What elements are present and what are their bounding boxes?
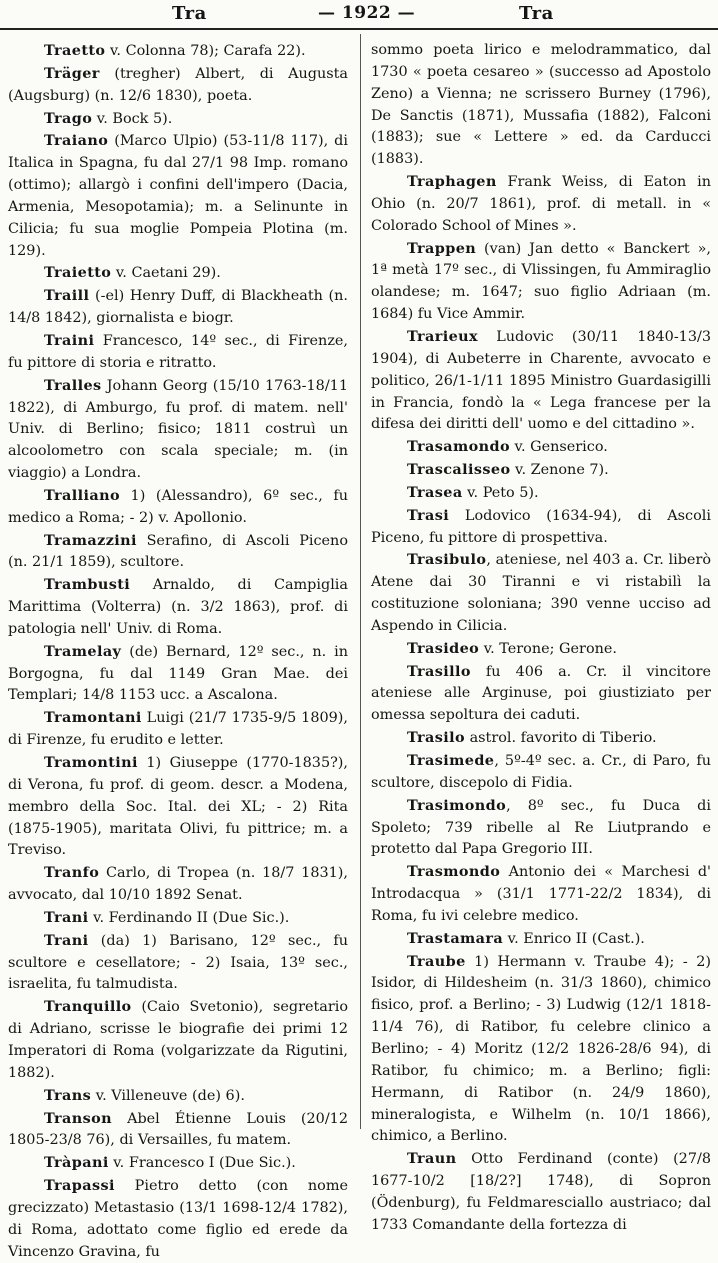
entry-text: v. Genserico. xyxy=(509,439,608,456)
entry-headword: Trasea xyxy=(407,483,463,501)
entry-text: Otto Ferdinand (conte) (27/8 1677-10/2 [18/2?] 1748), di Sopron (Ödenburg), fu Feldmaresciallo austriaco; dal 1733 Comandante della fortezza di xyxy=(371,1151,711,1233)
entry-text: , 8º sec., fu Duca di Spoleto; 739 ribelle al Re Liutprando e protetto dal Papa Gregorio III. xyxy=(371,797,711,858)
dictionary-entry xyxy=(8,130,348,262)
dictionary-entry xyxy=(371,861,711,928)
left-column xyxy=(8,40,348,1263)
dictionary-entry xyxy=(8,375,348,485)
entry-headword: Trambusti xyxy=(44,576,131,594)
entry-text: fu 406 a. Cr. il vincitore ateniese alle Arginuse, poi giustiziato per omessa sepoltura dei caduti. xyxy=(371,663,711,724)
dictionary-entry xyxy=(8,485,348,530)
dictionary-entry xyxy=(371,750,711,795)
entry-headword: Trasibulo xyxy=(407,551,487,569)
dictionary-entry xyxy=(8,108,348,131)
entry-text: v. Ferdinando II (Due Sic.). xyxy=(88,909,290,926)
dictionary-entry xyxy=(371,727,711,750)
dictionary-entry xyxy=(371,549,711,637)
entry-headword: Tràpani xyxy=(44,1154,109,1172)
right-column xyxy=(371,40,711,1237)
dictionary-entry xyxy=(8,63,348,108)
entry-headword: Transon xyxy=(44,1109,112,1127)
entry-headword: Traill xyxy=(44,287,90,305)
entry-text: v. Zenone 7). xyxy=(510,462,609,479)
dictionary-entry xyxy=(8,641,348,708)
entry-headword: Trasimondo xyxy=(407,796,507,814)
entry-headword: Trappen xyxy=(407,239,477,257)
entry-text: , ateniese, nel 403 a. Cr. liberò Atene dai 30 Tiranni e vi ristabilì la costituzione soloniana; 390 venne ucciso ad Aspendo in Cilicia. xyxy=(371,552,711,634)
dictionary-entry xyxy=(8,262,348,285)
entry-text: Lodovico (1634-94), di Ascoli Piceno, fu pittore di prospettiva. xyxy=(371,507,711,546)
entry-text: Luigi (21/7 1735-9/5 1809), di Firenze, fu erudito e letter. xyxy=(8,710,348,749)
dictionary-entry xyxy=(371,951,711,1149)
entry-text: , 5º-4º sec. a. Cr., di Paro, fu scultore, discepolo di Fidia. xyxy=(371,753,711,791)
entry-text: Pietro detto (con nome grecizzato) Metastasio (13/1 1698-12/4 1782), di Roma, adottato come figlio ed erede da Vincenzo Gravina, fu xyxy=(8,1178,348,1260)
dictionary-entry xyxy=(8,996,348,1084)
entry-headword: Trago xyxy=(44,109,93,127)
entry-text: 1) Giuseppe (1770-1835?), di Verona, fu prof. di geom. descr. a Modena, membro della Soc. Ital. dei XL; - 2) Rita (1875-1905), maritata Olivi, fu pittrice; m. a Treviso. xyxy=(8,755,348,859)
entry-headword: Traietto xyxy=(44,264,112,282)
entry-headword: Trasillo xyxy=(407,662,471,680)
page-header xyxy=(0,0,718,30)
entry-headword: Tranquillo xyxy=(44,998,132,1016)
entry-text: v. Villeneuve (de) 6). xyxy=(91,1087,245,1104)
dictionary-entry xyxy=(8,862,348,907)
dictionary-entry xyxy=(371,1148,711,1236)
entry-headword: Trani xyxy=(44,931,89,949)
entry-text: Serafino, di Ascoli Piceno (n. 21/1 1859), scultore. xyxy=(8,532,348,571)
entry-text: v. Colonna 78); Carafa 22). xyxy=(105,43,306,59)
entry-headword: Trastamara xyxy=(407,929,504,947)
entry-headword: Trasimede xyxy=(407,752,495,769)
dictionary-entry xyxy=(371,40,711,171)
entry-text: Johann Georg (15/10 1763-18/11 1822), di Amburgo, fu prof. di matem. nell' Univ. di Berlino; fisico; 1811 costruì un alcoolometro con scala speciale; m. (in viaggio) a Londra. xyxy=(8,377,348,482)
entry-text: v. Bock 5). xyxy=(92,110,173,127)
entry-text: sommo poeta lirico e melodrammatico, dal 1730 « poeta cesareo » (successo ad Apostolo Zeno) a Vienna; ne scrissero Burney (1796), De Sanctis (1871), Mussafia (1882), Falconi (1883); sue « Lettere » ed. da Carducci (1883). xyxy=(371,42,711,168)
dictionary-entry xyxy=(371,661,711,728)
dictionary-entry xyxy=(8,1085,348,1108)
entry-text: v. Peto 5). xyxy=(462,484,539,501)
dictionary-entry xyxy=(8,1175,348,1263)
dictionary-entry xyxy=(371,459,711,482)
entry-headword: Trasamondo xyxy=(407,438,510,456)
entry-text: (tregher) Albert, di Augusta (Augsburg) (n. 12/6 1830), poeta. xyxy=(8,65,348,104)
header-left-guide-word: Tra xyxy=(172,3,207,24)
entry-text: Frank Weiss, di Eaton in Ohio (n. 20/7 1861), prof. di metall. in « Colorado School of Mines ». xyxy=(371,174,711,234)
dictionary-entry xyxy=(8,1152,348,1175)
entry-text: Francesco, 14º sec., di Firenze, fu pittore di storia e ritratto. xyxy=(8,332,348,371)
entry-headword: Trans xyxy=(44,1086,92,1104)
entry-text: (van) Jan detto « Banckert », 1ª metà 17º sec., di Vlissingen, fu Ammiraglio olandese; m. 1647; suo figlio Adriaan (m. 1684) fu Vice Ammir. xyxy=(371,240,711,323)
entry-text: Carlo, di Tropea (n. 18/7 1831), avvocato, dal 10/10 1892 Senat. xyxy=(8,865,348,904)
entry-headword: Tramazzini xyxy=(44,531,137,549)
dictionary-entry xyxy=(8,574,348,641)
dictionary-entry xyxy=(371,436,711,459)
entry-text: Abel Étienne Louis (20/12 1805-23/8 76), di Versailles, fu matem. xyxy=(8,1110,348,1149)
entry-text: v. Francesco I (Due Sic.). xyxy=(108,1155,296,1172)
entry-text: astrol. favorito di Tiberio. xyxy=(465,730,657,747)
entry-text: Arnaldo, di Campiglia Marittima (Volterra) (n. 3/2 1863), prof. di patologia nell' Univ. di Roma. xyxy=(8,577,348,637)
entry-text: v. Terone; Gerone. xyxy=(479,640,617,657)
entry-text: v. Enrico II (Cast.). xyxy=(503,930,645,947)
dictionary-entry xyxy=(8,285,348,330)
dictionary-entry xyxy=(371,326,711,436)
entry-text: Ludovic (30/11 1840-13/3 1904), di Aubeterre in Charente, avvocato e politico, 26/1-1/11 1895 Ministro Guardasigilli in Francia, fondò la « Lega francese per la difesa dei diritti dell' uomo e del cittadino ». xyxy=(371,328,711,433)
entry-text: (Caio Svetonio), segretario di Adriano, scrisse le biografie dei primi 12 Imperatori di Roma (volgarizzate da Rigutini, 1882). xyxy=(8,999,348,1081)
entry-text: v. Caetani 29). xyxy=(111,265,221,282)
entry-headword: Tralles xyxy=(44,376,102,394)
entry-headword: Trasi xyxy=(407,506,450,524)
entry-headword: Traube xyxy=(407,952,466,970)
entry-headword: Traiano xyxy=(44,132,109,150)
page-number: — 1922 — xyxy=(318,3,416,23)
dictionary-entry xyxy=(371,928,711,951)
dictionary-entry xyxy=(8,930,348,997)
dictionary-entry xyxy=(371,638,711,661)
entry-headword: Trascalisseo xyxy=(407,461,511,479)
entry-headword: Traun xyxy=(407,1150,457,1168)
entry-headword: Traphagen xyxy=(407,173,497,191)
entry-headword: Trani xyxy=(44,908,89,926)
entry-headword: Trasideo xyxy=(407,639,480,657)
entry-headword: Trapassi xyxy=(44,1177,115,1195)
dictionary-entry xyxy=(371,795,711,862)
dictionary-entry xyxy=(371,505,711,550)
entry-text: (-el) Henry Duff, di Blackheath (n. 14/8 1842), giornalista e biogr. xyxy=(8,288,348,327)
entry-headword: Träger xyxy=(44,64,100,82)
dictionary-entry xyxy=(8,40,348,63)
dictionary-entry xyxy=(8,530,348,575)
entry-headword: Trasilo xyxy=(407,729,466,747)
entry-headword: Traetto xyxy=(44,42,106,59)
entry-text: (de) Bernard, 12º sec., n. in Borgogna, fu dal 1149 Gran Mae. dei Templari; 14/8 1153 ucc. a Ascalona. xyxy=(8,643,348,704)
column-divider xyxy=(360,34,361,1129)
header-right-guide-word: Tra xyxy=(519,3,554,24)
dictionary-entry xyxy=(8,1108,348,1153)
entry-text: (Marco Ulpio) (53-11/8 117), di Italica in Spagna, fu dal 27/1 98 Imp. romano (ottimo); allargò i confini dell'impero (Dacia, Armenia, Mesopotamia); m. a Selinunte in Cilicia; fu sua moglie Pompeia Plotina (m. 129). xyxy=(8,133,348,259)
entry-headword: Trarieux xyxy=(407,327,479,345)
entry-headword: Tralliano xyxy=(44,486,120,504)
entry-text: 1) (Alessandro), 6º sec., fu medico a Roma; - 2) v. Apollonio. xyxy=(8,487,348,526)
entry-headword: Traini xyxy=(44,331,95,349)
entry-text: 1) Hermann v. Traube 4); - 2) Isidor, di Hildesheim (n. 31/3 1860), chimico fisico, prof. a Berlino; - 3) Ludwig (12/1 1818-11/4 76), di Ratibor, fu celebre clinico a Berlino; - 4) Moritz (12/2 1826-28/6 94), di Ratibor, fu chimico; m. a Berlino; figli: Hermann, di Ratibor (n. 24/9 1860), mineralogista, e Wilhelm (n. 10/1 1866), chimico, a Berlino. xyxy=(371,953,711,1145)
dictionary-entry xyxy=(8,330,348,375)
entry-headword: Tranfo xyxy=(44,864,100,882)
dictionary-entry xyxy=(371,238,711,326)
entry-headword: Tramelay xyxy=(44,642,122,660)
dictionary-entry xyxy=(371,482,711,505)
dictionary-entry xyxy=(8,907,348,930)
entry-headword: Trasmondo xyxy=(407,863,501,881)
dictionary-entry xyxy=(371,171,711,238)
dictionary-entry xyxy=(8,752,348,862)
entry-headword: Tramontini xyxy=(44,754,138,771)
entry-text: Antonio dei « Marchesi d' Introdacqua » (31/1 1771-22/2 1834), di Roma, fu ivi celebre medico. xyxy=(371,864,711,924)
entry-text: (da) 1) Barisano, 12º sec., fu scultore e cesellatore; - 2) Isaia, 13º sec., israelita, fu talmudista. xyxy=(8,932,348,993)
dictionary-entry xyxy=(8,707,348,752)
entry-headword: Tramontani xyxy=(44,709,142,727)
